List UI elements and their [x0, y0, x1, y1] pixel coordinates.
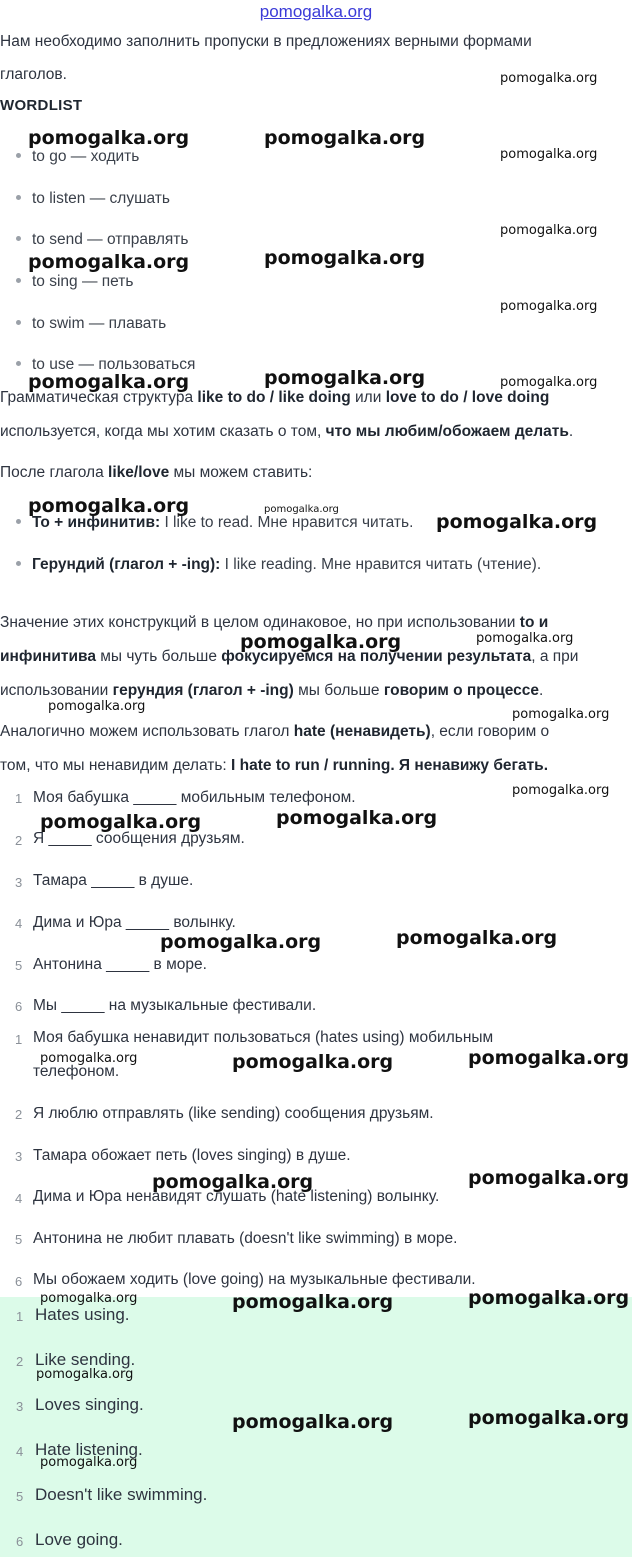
- grammar-paragraph-4: Значение этих конструкций в целом одинаковое, но при использовании to и: [0, 614, 549, 631]
- watermark-text: pomogalka.org: [468, 1167, 630, 1189]
- answer-number: 1: [16, 1309, 24, 1324]
- site-link[interactable]: pomogalka.org: [259, 2, 373, 21]
- translation-sentence: Тамара обожает петь (loves singing) в душе.: [33, 1147, 351, 1164]
- watermark-text: pomogalka.org: [40, 1051, 138, 1066]
- grammar-bullet-infinitive: To + инфинитив: I like to read. Мне нравится читать.: [16, 514, 413, 532]
- translation-number: 5: [15, 1232, 23, 1247]
- intro-line-2: глаголов.: [0, 66, 67, 83]
- exercise-number: 6: [15, 999, 23, 1014]
- watermark-text: pomogalka.org: [468, 1407, 630, 1429]
- grammar-paragraph-3: После глагола like/love мы можем ставить:: [0, 464, 313, 481]
- exercise-sentence: Мы _____ на музыкальные фестивали.: [33, 997, 317, 1014]
- watermark-text: pomogalka.org: [476, 631, 574, 646]
- grammar-bullet-gerund: Герундий (глагол + -ing): I like reading. Мне нравится читать (чтение).: [16, 556, 541, 574]
- watermark-text: pomogalka.org: [48, 699, 146, 714]
- answer-text: Doesn't like swimming.: [35, 1485, 208, 1504]
- grammar-paragraph-1: Грамматическая структура like to do / like doing или love to do / love doing: [0, 389, 550, 406]
- watermark-text: pomogalka.org: [152, 1171, 314, 1193]
- watermark-text: pomogalka.org: [232, 1291, 394, 1313]
- wordlist-item: to use — пользоваться: [16, 356, 195, 374]
- watermark-text: pomogalka.org: [40, 1455, 138, 1470]
- bullet-dot-icon: [16, 361, 21, 366]
- bullet-dot-icon: [16, 195, 21, 200]
- translation-sentence: Антонина не любит плавать (doesn't like swimming) в море.: [33, 1230, 458, 1247]
- watermark-text: pomogalka.org: [512, 783, 610, 798]
- watermark-text: pomogalka.org: [468, 1047, 630, 1069]
- wordlist-heading: WORDLIST: [0, 97, 83, 114]
- watermark-text: pomogalka.org: [28, 495, 190, 517]
- answer-text: Love going.: [35, 1530, 123, 1549]
- watermark-text: pomogalka.org: [264, 127, 426, 149]
- translation-sentence: Моя бабушка ненавидит пользоваться (hates using) мобильным: [33, 1029, 494, 1046]
- watermark-text: pomogalka.org: [500, 71, 598, 86]
- translation-number: 2: [15, 1107, 23, 1122]
- bullet-dot-icon: [16, 561, 21, 566]
- answer-text: Hate listening.: [35, 1440, 143, 1459]
- answer-text: Like sending.: [35, 1350, 136, 1369]
- watermark-text: pomogalka.org: [232, 1411, 394, 1433]
- watermark-text: pomogalka.org: [240, 631, 402, 653]
- answer-number: 4: [16, 1444, 24, 1459]
- wordlist-item: to sing — петь: [16, 273, 133, 291]
- wordlist-item: to send — отправлять: [16, 231, 188, 249]
- intro-line-1: Нам необходимо заполнить пропуски в предложениях верными формами: [0, 33, 532, 50]
- answer-text: Loves singing.: [35, 1395, 144, 1414]
- bullet-dot-icon: [16, 519, 21, 524]
- grammar-paragraph-6: использовании герундия (глагол + -ing) мы больше говорим о процессе.: [0, 682, 544, 699]
- watermark-text: pomogalka.org: [500, 223, 598, 238]
- wordlist-item: to swim — плавать: [16, 315, 166, 333]
- translation-number: 4: [15, 1191, 23, 1206]
- watermark-text: pomogalka.org: [28, 127, 190, 149]
- watermark-text: pomogalka.org: [264, 504, 339, 515]
- answer-number: 3: [16, 1399, 24, 1414]
- translation-sentence: Мы обожаем ходить (love going) на музыкальные фестивали.: [33, 1271, 476, 1288]
- watermark-text: pomogalka.org: [264, 247, 426, 269]
- translation-sentence-continued: телефоном.: [33, 1063, 120, 1080]
- watermark-text: pomogalka.org: [264, 367, 426, 389]
- translation-number: 3: [15, 1149, 23, 1164]
- watermark-text: pomogalka.org: [28, 371, 190, 393]
- grammar-paragraph-7: Аналогично можем использовать глагол hate (ненавидеть), если говорим о: [0, 723, 550, 740]
- bullet-dot-icon: [16, 236, 21, 241]
- exercise-sentence: Моя бабушка _____ мобильным телефоном.: [33, 789, 356, 806]
- wordlist-item: to go — ходить: [16, 148, 139, 166]
- grammar-paragraph-2: используется, когда мы хотим сказать о том, что мы любим/обожаем делать.: [0, 423, 574, 440]
- exercise-number: 4: [15, 916, 23, 931]
- answer-text: Hates using.: [35, 1305, 130, 1324]
- translation-sentence: Я люблю отправлять (like sending) сообщения друзьям.: [33, 1105, 434, 1122]
- watermark-text: pomogalka.org: [468, 1287, 630, 1309]
- exercise-sentence: Тамара _____ в душе.: [33, 872, 194, 889]
- translation-number: 6: [15, 1274, 23, 1289]
- answer-number: 2: [16, 1354, 24, 1369]
- exercise-sentence: Антонина _____ в море.: [33, 956, 207, 973]
- exercise-number: 3: [15, 875, 23, 890]
- wordlist-item: to listen — слушать: [16, 190, 170, 208]
- watermark-text: pomogalka.org: [40, 811, 202, 833]
- answer-number: 5: [16, 1489, 24, 1504]
- watermark-text: pomogalka.org: [28, 251, 190, 273]
- watermark-text: pomogalka.org: [232, 1051, 394, 1073]
- watermark-text: pomogalka.org: [500, 147, 598, 162]
- grammar-paragraph-8: том, что мы ненавидим делать: I hate to run / running. Я ненавижу бегать.: [0, 757, 549, 774]
- watermark-text: pomogalka.org: [436, 511, 598, 533]
- exercise-sentence: Дима и Юра _____ волынку.: [33, 914, 236, 931]
- exercise-number: 5: [15, 958, 23, 973]
- watermark-text: pomogalka.org: [512, 707, 610, 722]
- grammar-paragraph-5: инфинитива мы чуть больше фокусируемся на получении результата, а при: [0, 648, 579, 665]
- watermark-text: pomogalka.org: [276, 807, 438, 829]
- watermark-text: pomogalka.org: [500, 375, 598, 390]
- watermark-text: pomogalka.org: [40, 1291, 138, 1306]
- bullet-dot-icon: [16, 278, 21, 283]
- translation-sentence: Дима и Юра ненавидят слушать (hate listening) волынку.: [33, 1188, 440, 1205]
- watermark-text: pomogalka.org: [500, 299, 598, 314]
- exercise-number: 2: [15, 833, 23, 848]
- bullet-dot-icon: [16, 320, 21, 325]
- translation-number: 1: [15, 1032, 23, 1047]
- answer-number: 6: [16, 1534, 24, 1549]
- exercise-sentence: Я _____ сообщения друзьям.: [33, 830, 245, 847]
- watermark-text: pomogalka.org: [396, 927, 558, 949]
- watermark-text: pomogalka.org: [36, 1367, 134, 1382]
- bullet-dot-icon: [16, 153, 21, 158]
- exercise-number: 1: [15, 791, 23, 806]
- watermark-text: pomogalka.org: [160, 931, 322, 953]
